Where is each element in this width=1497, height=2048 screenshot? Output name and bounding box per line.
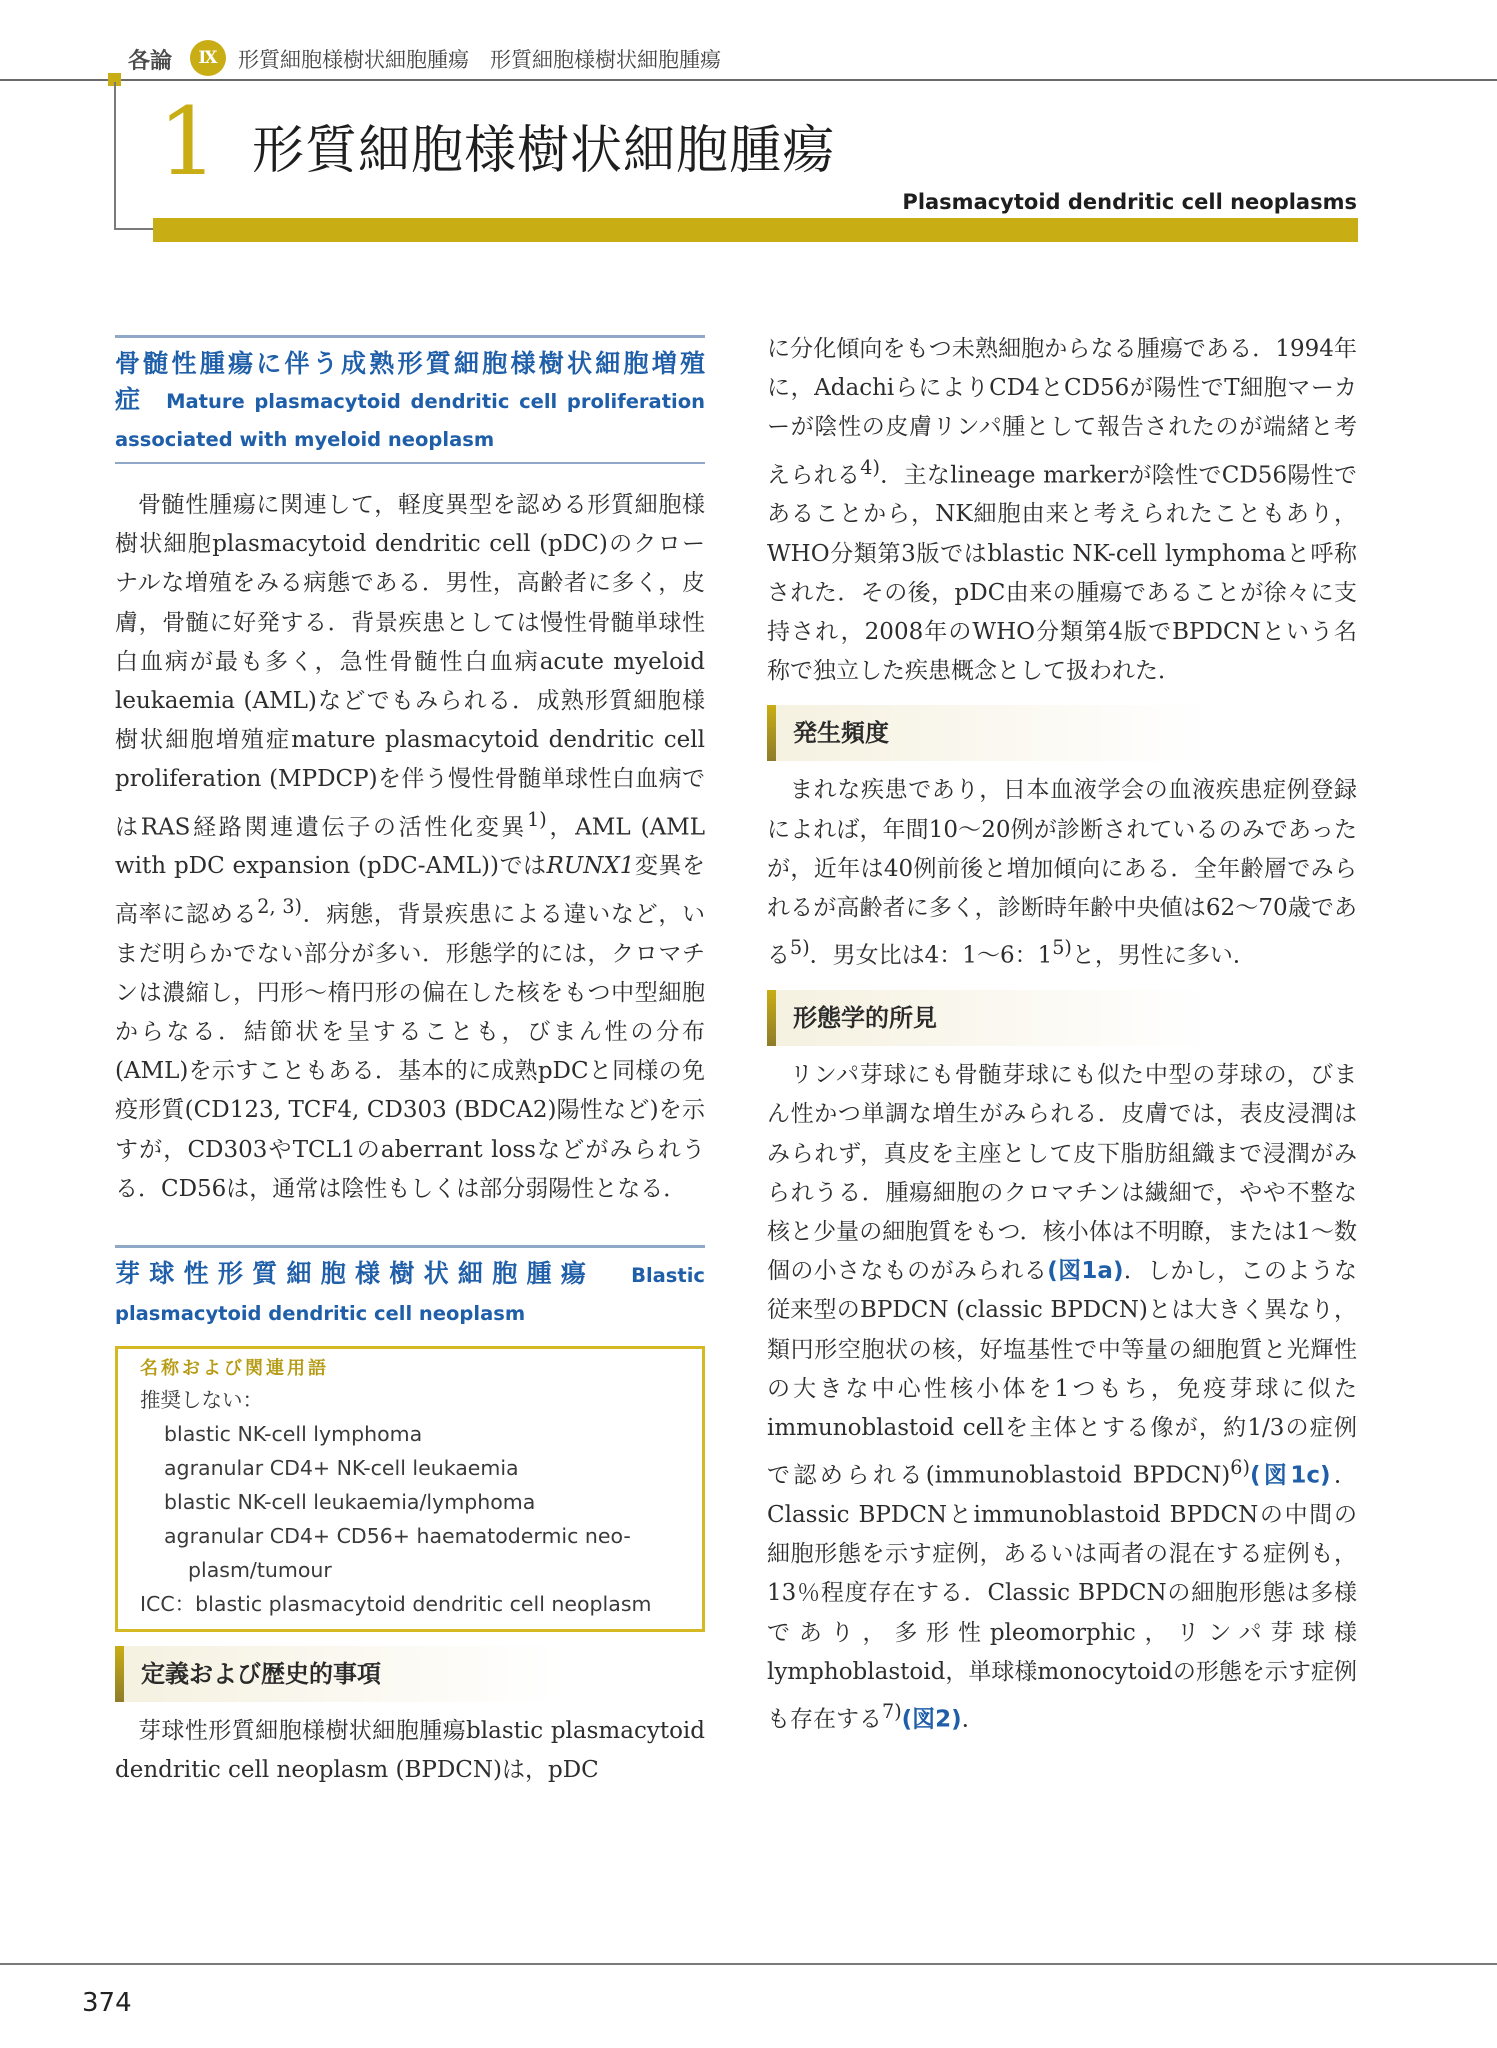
text: ．主なlineage markerが陰性でCD56陽性であることから，NK細胞由来と考えられたこともあり，WHO分類第3版ではblastic NK-cell lymphomaと呼称された．その後，pDC由来の腫瘍であることが徐々に支持され，2008年のWHO分類第4版でBPDCNという名称で独立した疾患概念として扱われた．	[767, 462, 1358, 685]
text: 変異を高率に認める	[115, 853, 705, 928]
text: リンパ芽球にも骨髄芽球にも似た中型の芽球の，びまん性かつ単調な増生がみられる．皮膚では，表皮浸潤はみられず，真皮を主座として皮下脂肪組織まで浸潤がみられうる．腫瘍細胞のクロマチンは繊細で，やや不整な核と少量の細胞質をもつ．核小体は不明瞭，または1～数個の小さなものがみられる	[767, 1062, 1357, 1285]
citation: 2, 3)	[257, 894, 302, 918]
text: ．しかし，このような従来型のBPDCN (classic BPDCN)とは大きく異なり，類円形空胞状の核，好塩基性で中等量の細胞質と光輝性の大きな中心性核小体を1つもち，免疫芽球に似たimmunoblastoid cellを主体とする像が，約1/3の症例で認められる(immunoblastoid BPDCN)	[767, 1258, 1357, 1489]
subheading-incidence: 発生頻度	[767, 705, 1357, 761]
text: と，男性に多い．	[1071, 942, 1256, 969]
section-title-ja: 芽球性形質細胞様樹状細胞腫瘍	[115, 1258, 596, 1288]
citation: 4)	[860, 455, 880, 479]
page-number: 374	[82, 1988, 132, 2018]
english-title: Plasmacytoid dendritic cell neoplasms	[902, 190, 1357, 214]
text: ．男女比は4：1～6：1	[809, 942, 1053, 969]
paragraph-morphology	[767, 1056, 1357, 1740]
left-column	[115, 335, 705, 1790]
section-title-en: Mature plasmacytoid dendritic cell proliferation associated with myeloid neoplasm	[115, 390, 705, 451]
title-frame-foot	[114, 228, 154, 230]
term-item: agranular CD4+ NK-cell leukaemia	[164, 1455, 519, 1480]
terminology-box-title: 名称および関連用語	[140, 1357, 329, 1379]
section-rule	[115, 462, 705, 464]
text: 骨髄性腫瘍に関連して，軽度異型を認める形質細胞様樹状細胞plasmacytoid dendritic cell (pDC)のクローナルな増殖をみる病態である．男性，高齢者に多く，皮膚，骨髄に好発する．背景疾患としては慢性骨髄単球性白血病が最も多く，急性骨髄性白血病acute myeloid leukaemia (AML)などでもみられる．成熟形質細胞様樹状細胞増殖症mature plasmacytoid dendritic cell proliferation (MPDCP)を伴う慢性骨髄単球性白血病ではRAS経路関連遺伝子の活性化変異	[115, 492, 705, 841]
header-rule	[0, 79, 1497, 81]
section-heading-bpdcn	[115, 1248, 705, 1336]
chapter-title: 形質細胞様樹状細胞腫瘍	[252, 121, 836, 181]
not-recommended-label: 推奨しない：	[140, 1387, 263, 1412]
subheading-morphology: 形態学的所見	[767, 990, 1357, 1046]
term-item: blastic NK-cell lymphoma	[164, 1421, 423, 1446]
text: ．病態，背景疾患による違いなど，いまだ明らかでない部分が多い．形態学的には，クロマチンは濃縮し，円形～楕円形の偏在した核をもつ中型細胞からなる．結節状を呈することも，びまん性の分布(AML)を示すこともある．基本的に成熟pDCと同様の免疫形質(CD123, TCF4, CD303 (BDCA2)陽性など)を示すが，CD303やTCL1のaberrant lossなどがみられうる．CD56は，通常は陰性もしくは部分弱陽性となる．	[115, 901, 706, 1202]
gene-name: RUNX1	[546, 853, 635, 880]
text: ，AML (AML with pDC expansion (pDC-AML))では	[115, 814, 705, 880]
paragraph-history	[767, 330, 1357, 691]
citation: 6)	[1230, 1456, 1250, 1480]
running-title: 形質細胞様樹状細胞腫瘍 形質細胞様樹状細胞腫瘍	[238, 48, 721, 72]
citation: 5)	[1052, 936, 1072, 960]
section-title-ja: 骨髄性腫瘍に伴う成熟形質細胞様樹状細胞増殖症	[115, 349, 705, 414]
citation: 7)	[882, 1700, 902, 1724]
chapter-number: 1	[158, 88, 218, 197]
title-gold-bar	[153, 218, 1358, 242]
figure-reference-link[interactable]: (図1c)	[1249, 1462, 1331, 1489]
term-item: agranular CD4+ CD56+ haematodermic neo-	[164, 1523, 631, 1548]
section-label: 各論	[128, 49, 173, 74]
figure-reference-link[interactable]: (図2)	[901, 1706, 962, 1733]
paragraph-mpdcp	[115, 486, 705, 1209]
figure-reference-link[interactable]: (図1a)	[1047, 1258, 1124, 1285]
text: ．	[961, 1706, 985, 1733]
paragraph-incidence	[767, 771, 1357, 976]
text: まれな疾患であり，日本血液学会の血液疾患症例登録によれば，年間10～20例が診断されているのみであったが，近年は40例前後と増加傾向にある．全年齢層でみられるが高齢者に多く，診断時年齢中央値は62～70歳である	[767, 777, 1357, 969]
citation: 1)	[527, 807, 547, 831]
term-item: blastic NK-cell leukaemia/lymphoma	[164, 1489, 536, 1514]
term-item-continued: plasm/tumour	[188, 1557, 332, 1582]
paragraph-definition: 芽球性形質細胞様樹状細胞腫瘍blastic plasmacytoid dendritic cell neoplasm (BPDCN)は，pDC	[115, 1717, 705, 1784]
icc-term: ICC：blastic plasmacytoid dendritic cell neoplasm	[140, 1591, 652, 1616]
section-badge: Ⅸ	[190, 40, 226, 76]
text: ．Classic BPDCNとimmunoblastoid BPDCNの中間の細胞形態を示す症例，あるいは両者の混在する症例も，13％程度存在する．Classic BPDCNの細胞形態は多様であり，多形性pleomorphic，リンパ芽球様lymphoblastoid，単球様monocytoidの形態を示す症例も存在する	[767, 1462, 1357, 1733]
right-column	[767, 330, 1357, 1740]
subheading-definition: 定義および歴史的事項	[115, 1646, 705, 1702]
footer-rule	[0, 1963, 1497, 1965]
terminology-box	[115, 1346, 705, 1632]
section-heading-mpdcp	[115, 338, 705, 462]
text: に分化傾向をもつ未熟細胞からなる腫瘍である．1994年に，AdachiらによりCD4とCD56が陽性でT細胞マーカーが陰性の皮膚リンパ腫として報告されたのが端緒と考えられる	[767, 336, 1357, 489]
title-frame-line	[114, 82, 116, 230]
citation: 5)	[790, 936, 810, 960]
section-title-en: Blastic plasmacytoid dendritic cell neoplasm	[115, 1263, 705, 1325]
